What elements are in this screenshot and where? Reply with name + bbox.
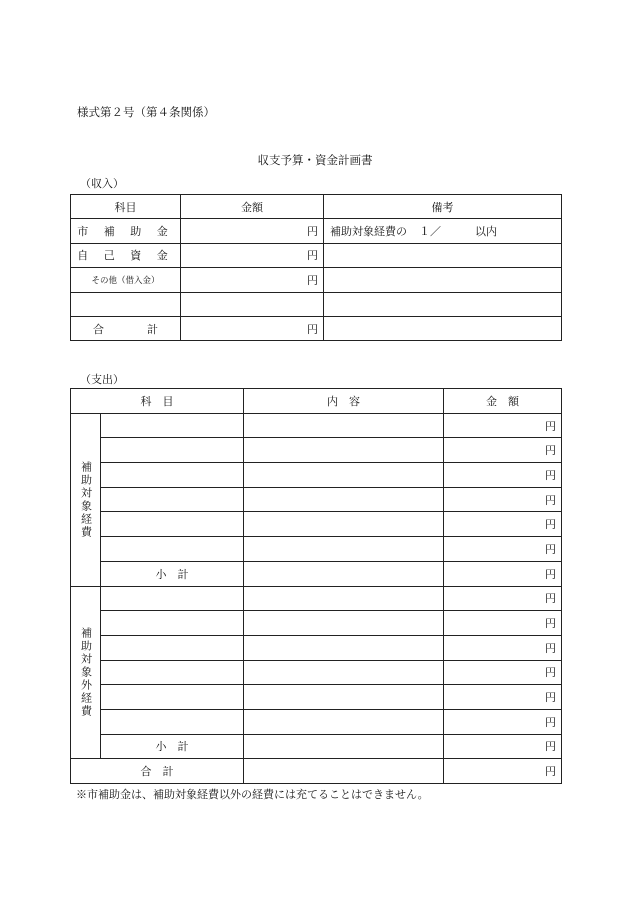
income-remarks-cell[interactable]: [324, 243, 562, 267]
expense-amount-cell[interactable]: [444, 635, 562, 660]
expense-row: [71, 660, 562, 685]
expense-amount-cell[interactable]: [444, 537, 562, 562]
expense-content-cell[interactable]: [244, 413, 444, 438]
income-item-cell[interactable]: [71, 292, 181, 316]
expense-total-row: [71, 759, 562, 784]
total-left-char: 合: [93, 322, 104, 336]
expense-amount-cell[interactable]: [444, 512, 562, 537]
yen-unit: 円: [545, 666, 556, 680]
expense-amount-cell[interactable]: [444, 438, 562, 463]
expense-total-label: 合 計: [71, 759, 244, 784]
income-amount-cell[interactable]: [181, 316, 324, 340]
expense-amount-cell[interactable]: [444, 759, 562, 784]
expense-row: [71, 561, 562, 586]
yen-unit: 円: [545, 518, 556, 532]
expense-content-cell[interactable]: [244, 537, 444, 562]
income-header-row: [71, 195, 562, 219]
expense-content-cell[interactable]: [244, 512, 444, 537]
yen-unit: 円: [545, 419, 556, 433]
expense-content-cell[interactable]: [244, 635, 444, 660]
expense-section-label: （支出）: [80, 373, 124, 386]
yen-unit: 円: [545, 765, 556, 779]
expense-content-cell[interactable]: [244, 685, 444, 710]
expense-header-row: [71, 389, 562, 414]
yen-unit: 円: [545, 542, 556, 556]
expense-content-cell[interactable]: [244, 734, 444, 759]
expense-item-cell[interactable]: [101, 537, 244, 562]
yen-unit: 円: [545, 715, 556, 729]
expense-content-cell[interactable]: [244, 463, 444, 488]
expense-item-cell[interactable]: [101, 660, 244, 685]
expense-item-cell[interactable]: [101, 463, 244, 488]
income-item: 市 補 助 金: [71, 219, 181, 243]
income-amount-cell[interactable]: [181, 219, 324, 243]
expense-row: [71, 463, 562, 488]
expense-header-amount: 金 額: [444, 389, 562, 414]
yen-unit: 円: [545, 493, 556, 507]
expense-row: [71, 537, 562, 562]
expense-item-cell[interactable]: [101, 586, 244, 611]
income-remarks-cell[interactable]: [324, 292, 562, 316]
income-row-blank: [71, 292, 562, 316]
expense-content-cell[interactable]: [244, 660, 444, 685]
expense-row: [71, 611, 562, 636]
yen-unit: 円: [545, 468, 556, 482]
income-amount-cell[interactable]: [181, 243, 324, 267]
yen-unit: 円: [307, 225, 318, 239]
income-amount-cell[interactable]: [181, 268, 324, 292]
yen-unit: 円: [545, 444, 556, 458]
income-row-city-subsidy: [71, 219, 562, 243]
income-item: その他（借入金）: [71, 268, 181, 292]
expense-table: [70, 388, 562, 784]
expense-row: [71, 734, 562, 759]
expense-content-cell[interactable]: [244, 709, 444, 734]
yen-unit: 円: [307, 249, 318, 263]
income-section-label: （収入）: [80, 177, 124, 190]
expense-amount-cell[interactable]: [444, 685, 562, 710]
expense-amount-cell[interactable]: [444, 611, 562, 636]
income-row-own-funds: [71, 243, 562, 267]
yen-unit: 円: [545, 617, 556, 631]
form-number: 様式第２号（第４条関係）: [77, 105, 215, 119]
income-total-label: [71, 316, 181, 340]
income-remarks-cell[interactable]: [324, 219, 562, 243]
expense-row: [71, 413, 562, 438]
income-amount-cell[interactable]: [181, 292, 324, 316]
subtotal-label: 小 計: [101, 561, 244, 586]
expense-amount-cell[interactable]: [444, 561, 562, 586]
expense-amount-cell[interactable]: [444, 586, 562, 611]
yen-unit: 円: [545, 592, 556, 606]
expense-row: [71, 709, 562, 734]
yen-unit: 円: [307, 322, 318, 336]
income-header-item: 科目: [71, 195, 181, 219]
remarks-suffix: 以内: [475, 225, 497, 239]
expense-item-cell[interactable]: [101, 635, 244, 660]
yen-unit: 円: [545, 567, 556, 581]
income-header-amount: 金額: [181, 195, 324, 219]
expense-header-item: 科 目: [71, 389, 244, 414]
income-table: [70, 194, 562, 341]
income-remarks-cell[interactable]: [324, 268, 562, 292]
expense-amount-cell[interactable]: [444, 487, 562, 512]
income-remarks-cell[interactable]: [324, 316, 562, 340]
expense-header-content: 内 容: [244, 389, 444, 414]
expense-amount-cell[interactable]: [444, 734, 562, 759]
expense-row: [71, 487, 562, 512]
expense-group-label: 補助対象経費: [71, 413, 101, 586]
expense-content-cell[interactable]: [244, 438, 444, 463]
expense-row: [71, 512, 562, 537]
expense-item-cell[interactable]: [101, 487, 244, 512]
yen-unit: 円: [545, 641, 556, 655]
expense-item-cell[interactable]: [101, 512, 244, 537]
expense-item-cell[interactable]: [101, 611, 244, 636]
expense-row: [71, 438, 562, 463]
income-row-total: [71, 316, 562, 340]
expense-row: [71, 685, 562, 710]
expense-amount-cell[interactable]: [444, 413, 562, 438]
expense-row: [71, 586, 562, 611]
remarks-prefix: 補助対象経費の: [330, 225, 407, 239]
expense-item-cell[interactable]: [101, 438, 244, 463]
yen-unit: 円: [307, 273, 318, 287]
total-right-char: 計: [147, 322, 158, 336]
income-item: 自 己 資 金: [71, 243, 181, 267]
document-title: 収支予算・資金計画書: [257, 153, 373, 167]
expense-content-cell[interactable]: [244, 586, 444, 611]
expense-item-cell[interactable]: [101, 685, 244, 710]
yen-unit: 円: [545, 740, 556, 754]
expense-content-cell[interactable]: [244, 487, 444, 512]
expense-amount-cell[interactable]: [444, 463, 562, 488]
expense-amount-cell[interactable]: [444, 709, 562, 734]
expense-content-cell[interactable]: [244, 759, 444, 784]
expense-group-label: 補助対象外経費: [71, 586, 101, 759]
income-header-remarks: 備考: [324, 195, 562, 219]
yen-unit: 円: [545, 691, 556, 705]
expense-row: [71, 635, 562, 660]
footnote: ※市補助金は、補助対象経費以外の経費には充てることはできません。: [76, 788, 429, 801]
subtotal-label: 小 計: [101, 734, 244, 759]
expense-item-cell[interactable]: [101, 709, 244, 734]
income-row-other: [71, 268, 562, 292]
expense-amount-cell[interactable]: [444, 660, 562, 685]
expense-content-cell[interactable]: [244, 611, 444, 636]
remarks-fraction: １／: [419, 225, 441, 239]
expense-content-cell[interactable]: [244, 561, 444, 586]
expense-item-cell[interactable]: [101, 413, 244, 438]
